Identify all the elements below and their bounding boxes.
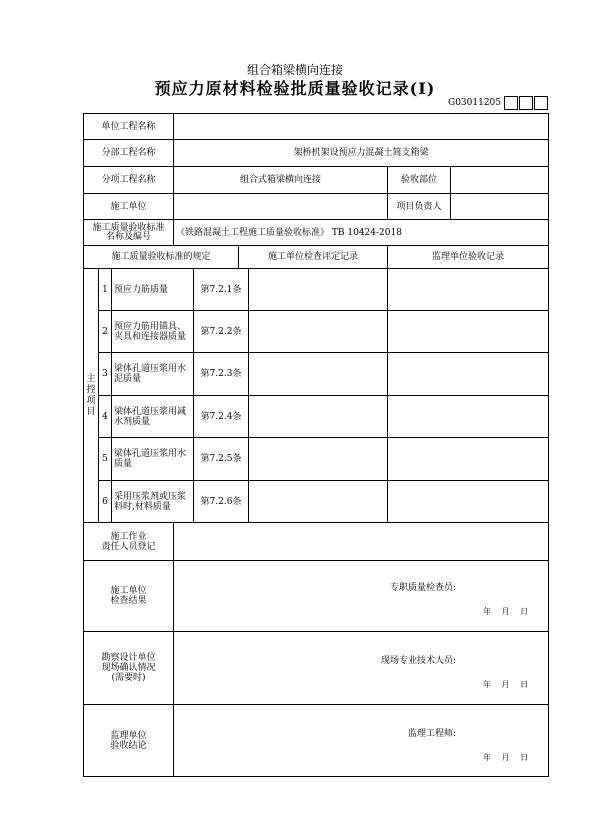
supervision-date: 年 月 日 [482, 752, 529, 762]
supervision-cell[interactable] [388, 311, 549, 353]
unit-project-field[interactable] [174, 114, 549, 140]
design-confirm-line-1: 勘察设计单位 [101, 653, 156, 663]
header-spec: 施工质量验收标准的规定 [84, 246, 239, 269]
construction-signer: 专职质量检查员: [390, 583, 457, 593]
supervision-cell[interactable] [388, 481, 549, 523]
design-confirm-label [84, 632, 174, 705]
item-name: 梁体孔道压浆用水质量 [112, 438, 194, 481]
construction-check-cell[interactable] [249, 269, 388, 311]
construction-check-cell[interactable] [249, 396, 388, 438]
table-row [84, 438, 549, 481]
item-clause: 第7.2.5条 [194, 438, 249, 481]
table-row [84, 396, 549, 438]
unit-project-label: 单位工程名称 [84, 114, 174, 140]
supervision-cell[interactable] [388, 438, 549, 481]
item-clause: 第7.2.4条 [194, 396, 249, 438]
row-design-confirm [84, 632, 549, 705]
design-date: 年 月 日 [482, 680, 529, 689]
standard-label-line-1: 施工质量验收标准 [92, 222, 165, 233]
construction-result-line-1: 施工单位 [110, 586, 147, 596]
table-row [84, 353, 549, 396]
row-supervision-conclusion [84, 705, 549, 777]
acceptance-part-field[interactable] [451, 167, 549, 194]
item-no: 1 [99, 269, 112, 311]
design-confirm-line-2: 现场确认情况 [101, 663, 156, 673]
staff-register-field[interactable] [174, 523, 549, 561]
supervision-conclusion-label [84, 705, 174, 777]
row-construction-result [84, 561, 549, 632]
supervision-conclusion-field[interactable] [174, 705, 549, 777]
supervision-signer: 监理工程师: [408, 728, 457, 739]
row-standard [84, 220, 549, 246]
page-subtitle: 组合箱梁横向连接 [246, 63, 343, 77]
standard-label-line-2: 名称及编号 [105, 231, 151, 242]
standard-label [84, 220, 174, 246]
code-box-2[interactable] [519, 96, 533, 110]
staff-register-line-2: 责任人员登记 [101, 541, 156, 552]
item-name: 预应力筋用锚具、夹具和连接器质量 [112, 311, 194, 353]
item-name: 预应力筋质量 [112, 269, 194, 311]
header-supervision: 监理单位验收记录 [388, 246, 549, 269]
item-clause: 第7.2.6条 [194, 481, 249, 523]
row-staff-register [84, 523, 549, 561]
supervision-cell[interactable] [388, 269, 549, 311]
supervision-conclusion-line-2: 验收结论 [110, 740, 147, 751]
item-no: 5 [99, 438, 112, 481]
item-no: 6 [99, 481, 112, 523]
form-code [448, 95, 549, 111]
project-leader-field[interactable] [451, 194, 549, 220]
acceptance-part-label: 验收部位 [388, 167, 451, 194]
construction-result-line-2: 检查结果 [110, 596, 147, 606]
design-confirm-line-3: (需要时) [111, 673, 146, 683]
row-construction-unit [84, 194, 549, 220]
subdivision-field[interactable]: 组合式箱梁横向连接 [174, 167, 388, 194]
design-signer: 现场专业技术人员: [381, 656, 457, 666]
table-row [84, 269, 549, 311]
page-title: 预应力原材料检验批质量验收记录(Ⅰ) [154, 79, 436, 98]
row-division [84, 140, 549, 167]
item-no: 3 [99, 353, 112, 396]
standard-field[interactable]: 《铁路混凝土工程施工质量验收标准》 TB 10424-2018 [174, 220, 549, 246]
item-name: 采用压浆剂或压浆料时,材料质量 [112, 481, 194, 523]
item-clause: 第7.2.1条 [194, 269, 249, 311]
construction-result-field[interactable] [174, 561, 549, 632]
table-row [84, 311, 549, 353]
item-name: 梁体孔道压浆用水泥质量 [112, 353, 194, 396]
construction-check-cell[interactable] [249, 353, 388, 396]
item-no: 2 [99, 311, 112, 353]
supervision-cell[interactable] [388, 353, 549, 396]
supervision-cell[interactable] [388, 396, 549, 438]
division-field[interactable]: 架桥机架设预应力混凝土简支箱梁 [174, 140, 549, 167]
construction-check-cell[interactable] [249, 481, 388, 523]
item-clause: 第7.2.3条 [194, 353, 249, 396]
construction-check-cell[interactable] [249, 311, 388, 353]
staff-register-line-1: 施工作业 [110, 531, 147, 542]
header-construction-check: 施工单位检查评定记录 [239, 246, 388, 269]
main-control-group-label: 主 控 项 目 [84, 269, 99, 523]
construction-result-label [84, 561, 174, 632]
row-unit-project [84, 114, 549, 140]
table-row [84, 481, 549, 523]
construction-date: 年 月 日 [482, 607, 529, 616]
construction-check-cell[interactable] [249, 438, 388, 481]
item-no: 4 [99, 396, 112, 438]
construction-unit-field[interactable] [174, 194, 388, 220]
project-leader-label: 项目负责人 [388, 194, 451, 220]
item-name: 梁体孔道压浆用减水剂质量 [112, 396, 194, 438]
staff-register-label [84, 523, 174, 561]
code-box-1[interactable] [504, 96, 518, 110]
subdivision-label: 分项工程名称 [84, 167, 174, 194]
row-column-headers [84, 246, 549, 269]
item-clause: 第7.2.2条 [194, 311, 249, 353]
acceptance-table [83, 113, 549, 777]
code-box-3[interactable] [534, 96, 548, 110]
division-label: 分部工程名称 [84, 140, 174, 167]
construction-unit-label: 施工单位 [84, 194, 174, 220]
row-subdivision [84, 167, 549, 194]
supervision-conclusion-line-1: 监理单位 [110, 730, 147, 741]
design-confirm-field[interactable] [174, 632, 549, 705]
form-code-text: G03011205 [448, 98, 501, 108]
